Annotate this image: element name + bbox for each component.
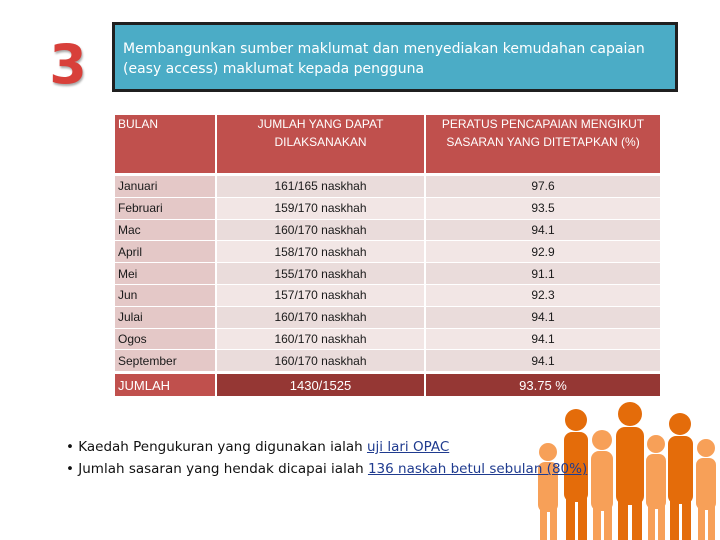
header-percent: PERATUS PENCAPAIAN MENGIKUT SASARAN YANG DITETAPKAN (%) bbox=[426, 115, 660, 176]
bullet-link[interactable]: uji lari OPAC bbox=[366, 439, 450, 455]
header-month: BULAN bbox=[115, 115, 217, 176]
title-text: Membangunkan sumber maklumat dan menyediakan kemudahan capaian (easy access) maklumat kepada pengguna bbox=[123, 41, 645, 77]
cell-month: April bbox=[115, 241, 217, 263]
bullet-list bbox=[66, 436, 666, 480]
cell-month: Januari bbox=[115, 176, 217, 198]
cell-done: 160/170 naskhah bbox=[217, 220, 426, 242]
cell-month: Mei bbox=[115, 263, 217, 285]
report-table bbox=[115, 115, 660, 396]
table-row bbox=[115, 307, 660, 329]
bullet-text: Jumlah sasaran yang hendak dicapai ialah bbox=[78, 461, 368, 477]
slide-number: 3 bbox=[49, 33, 87, 96]
cell-done: 161/165 naskhah bbox=[217, 176, 426, 198]
cell-done: 160/170 naskhah bbox=[217, 307, 426, 329]
table-row bbox=[115, 263, 660, 285]
cell-done: 155/170 naskhah bbox=[217, 263, 426, 285]
cell-month: Jun bbox=[115, 285, 217, 307]
table-row bbox=[115, 176, 660, 198]
cell-month: September bbox=[115, 350, 217, 372]
cell-percent: 94.1 bbox=[426, 350, 660, 372]
header-done: JUMLAH YANG DAPAT DILAKSANAKAN bbox=[217, 115, 426, 176]
total-done: 1430/1525 bbox=[217, 372, 426, 396]
cell-percent: 97.6 bbox=[426, 176, 660, 198]
bullet-item bbox=[66, 458, 666, 480]
cell-month: Ogos bbox=[115, 329, 217, 351]
cell-done: 158/170 naskhah bbox=[217, 241, 426, 263]
cell-done: 157/170 naskhah bbox=[217, 285, 426, 307]
cell-percent: 91.1 bbox=[426, 263, 660, 285]
bullet-icon: • bbox=[66, 439, 79, 455]
table-total-row bbox=[115, 372, 660, 396]
cell-done: 160/170 naskhah bbox=[217, 329, 426, 351]
cell-month: Mac bbox=[115, 220, 217, 242]
total-label: JUMLAH bbox=[115, 372, 217, 396]
bullet-link[interactable]: 136 naskah betul sebulan (80%) bbox=[367, 461, 588, 477]
cell-percent: 92.9 bbox=[426, 241, 660, 263]
table-row bbox=[115, 198, 660, 220]
bullet-icon: • bbox=[66, 461, 79, 477]
bullet-item bbox=[66, 436, 666, 458]
cell-done: 160/170 naskhah bbox=[217, 350, 426, 372]
cell-month: Februari bbox=[115, 198, 217, 220]
table-row bbox=[115, 350, 660, 372]
cell-percent: 94.1 bbox=[426, 220, 660, 242]
cell-percent: 93.5 bbox=[426, 198, 660, 220]
table-row bbox=[115, 329, 660, 351]
title-box bbox=[112, 22, 678, 92]
table-row bbox=[115, 285, 660, 307]
total-percent: 93.75 % bbox=[426, 372, 660, 396]
table-row bbox=[115, 241, 660, 263]
cell-done: 159/170 naskhah bbox=[217, 198, 426, 220]
cell-percent: 92.3 bbox=[426, 285, 660, 307]
bullet-text: Kaedah Pengukuran yang digunakan ialah bbox=[78, 439, 367, 455]
cell-month: Julai bbox=[115, 307, 217, 329]
cell-percent: 94.1 bbox=[426, 307, 660, 329]
table-row bbox=[115, 220, 660, 242]
cell-percent: 94.1 bbox=[426, 329, 660, 351]
table-header-row bbox=[115, 115, 660, 176]
